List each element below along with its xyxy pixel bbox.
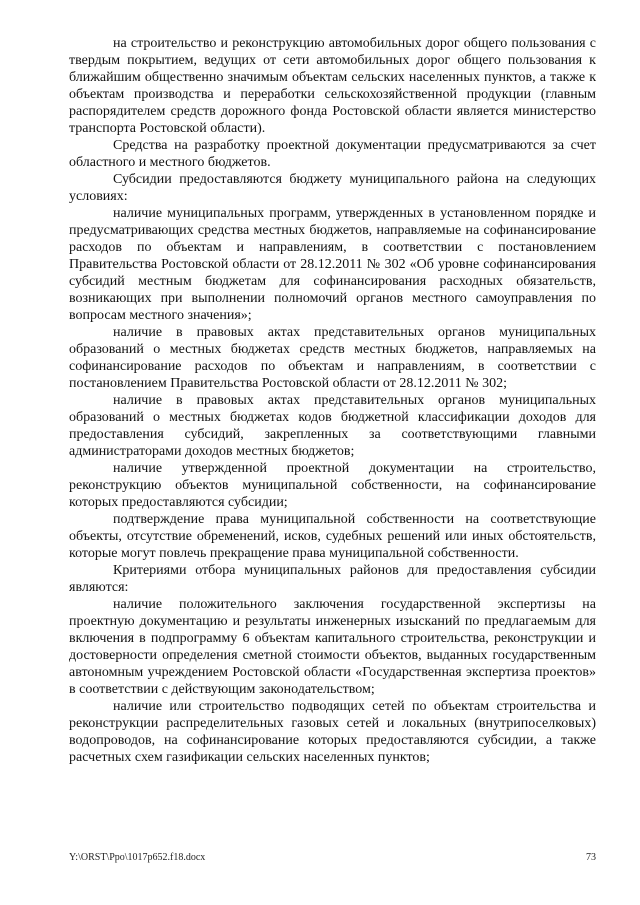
- paragraph: подтверждение права муниципальной собственности на соответствующие объекты, отсутствие обременений, исков, судебных решений или иных обстоятельств, которые могут повлечь прекращение права муниципальной собственности.: [69, 512, 596, 561]
- paragraph: Критериями отбора муниципальных районов для предоставления субсидии являются:: [69, 563, 596, 595]
- document-body: [69, 35, 596, 766]
- paragraph: наличие положительного заключения государственной экспертизы на проектную документацию и результаты инженерных изысканий по предлагаемым для включения в подпрограмму 6 объектам капитального строительства, реконструкции и достоверности определения сметной стоимости объектов, выданных государственным автономным учреждением Ростовской области «Государственная экспертиза проектов» в соответствии с действующим законодательством;: [69, 597, 596, 697]
- paragraph: наличие утвержденной проектной документации на строительство, реконструкцию объектов муниципальной собственности, на софинансирование которых предоставляются субсидии;: [69, 461, 596, 510]
- page-number: 73: [586, 852, 596, 863]
- paragraph: наличие или строительство подводящих сетей по объектам строительства и реконструкции распределительных газовых сетей и локальных (внутрипоселковых) водопроводов, на софинансирование которых предоставляются субсидии, а также расчетных схем газификации сельских населенных пунктов;: [69, 699, 596, 765]
- paragraph: Субсидии предоставляются бюджету муниципального района на следующих условиях:: [69, 172, 596, 204]
- paragraph: наличие в правовых актах представительных органов муниципальных образований о местных бюджетах средств местных бюджетов, направляемых на софинансирование расходов по объектам и направлениям, в соответствии с постановлением Правительства Ростовской области от 28.12.2011 № 302;: [69, 325, 596, 391]
- paragraph: наличие муниципальных программ, утвержденных в установленном порядке и предусматривающих средства местных бюджетов, направляемые на софинансирование расходов по объектам и направлениям, в соответствии с постановлением Правительства Ростовской области от 28.12.2011 № 302 «Об уровне софинансирования субсидий местным бюджетам для софинансирования расходных обязательств, возникающих при выполнении полномочий органов местного самоуправления по вопросам местного значения»;: [69, 206, 596, 323]
- paragraph: наличие в правовых актах представительных органов муниципальных образований о местных бюджетах кодов бюджетной классификации доходов для предоставления субсидий, закрепленных за соответствующими главными администраторами доходов местных бюджетов;: [69, 393, 596, 459]
- paragraph: на строительство и реконструкцию автомобильных дорог общего пользования с твердым покрытием, ведущих от сети автомобильных дорог общего пользования к ближайшим общественно значимым объектам сельских населенных пунктов, а также к объектам производства и переработки сельскохозяйственной продукции (главным распорядителем средств дорожного фонда Ростовской области является министерство транспорта Ростовской области).: [69, 36, 596, 136]
- file-path: Y:\ORST\Ppo\1017p652.f18.docx: [69, 852, 206, 863]
- paragraph: Средства на разработку проектной документации предусматриваются за счет областного и местного бюджетов.: [69, 138, 596, 170]
